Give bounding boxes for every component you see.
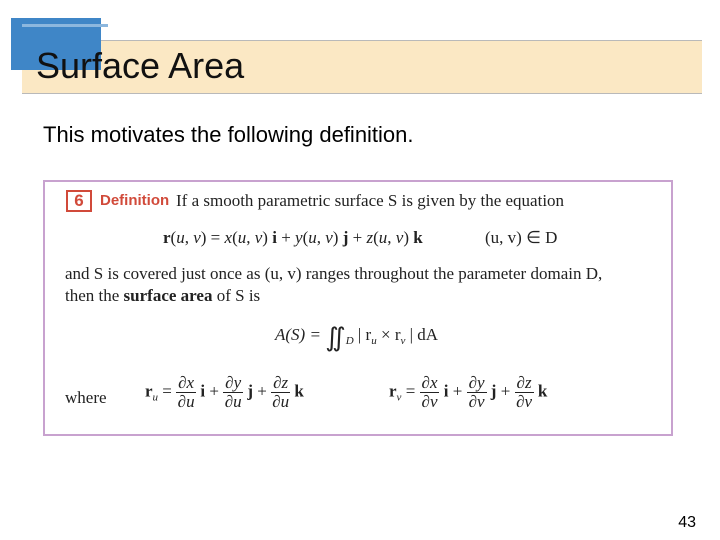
definition-line-1: If a smooth parametric surface S is given by the equation	[176, 191, 565, 210]
page-title: Surface Area	[36, 45, 245, 86]
ru-formula: $r_u$ = $\frac{\partial x}{\partial u}$ i + $\frac{\partial y}{\partial u}$ j + $\frac{\partial z}{\partial u}$ k	[145, 373, 304, 411]
definition-line-3: and S is covered just once as (u, v) ranges throughout the parameter domain D,	[65, 264, 603, 283]
surface-area-term: surface area	[123, 286, 213, 305]
page-number: 43	[678, 514, 696, 531]
parametric-equation: r(u, v) = x(u, v) i + y(u, v) j + z(u, v) k	[163, 228, 423, 247]
parameter-domain: (u, v) ∈ D	[485, 228, 558, 247]
intro-text: This motivates the following definition.	[43, 122, 414, 147]
definition-line-4: then the surface area of S is	[65, 286, 261, 305]
definition-label: Definition	[100, 192, 170, 209]
double-integral-symbol: ∬	[325, 323, 346, 352]
definition-number: 6	[66, 190, 92, 212]
title-decoration-line	[22, 24, 108, 27]
rv-formula: $r_v$ = $\frac{\partial x}{\partial v}$ i + $\frac{\partial y}{\partial v}$ j + $\frac{\partial z}{\partial v}$ k	[389, 373, 548, 411]
definition-box	[43, 180, 673, 436]
surface-area-formula: $A(S) = ∬_D$ | $r_u \times r_v$ | dA	[275, 323, 439, 352]
where-label: where	[65, 388, 107, 407]
